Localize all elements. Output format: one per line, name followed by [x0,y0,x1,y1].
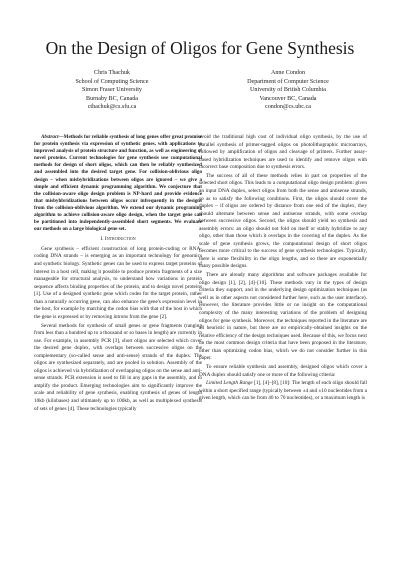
body-paragraph: There are already many algorithms and software packages available for oligo design [1], [2], [4]–[10]. These methods vary in the types of design criteria they support, and in the underlying design optimization techniques (as well as in other aspects not considered further here, such as the user interface). However, the literature provides little or no insight on the computational complexity of the many interesting variations of the problem of designing oligos for gene synthesis. Moreover, the techniques reported in the literature are all heuristic in nature, but there are no empirically-obtained insights on the relative efficiency of the design techniques used. Because of this, we focus next on the most common design criteria that have been proposed in the literature, other than optimizing codon bias, which we do not consider further in this paper. [199,272,367,362]
author-city: Burnaby BC, Canada [86,95,138,102]
author-city: Vancouver BC, Canada [259,95,317,102]
author-block-2 [208,69,368,112]
author-email: condon@cs.ubc.ca [265,104,311,111]
abstract-text: —Methods for reliable synthesis of long genes offer great promise for protein synthesis via expression of synthetic genes, with applications to improved analysis of protein structure and function, as well as engineering of novel proteins. Current technologies for gene synthesis use computational methods for design of short oligos, which can then be reliably synthesized and assembled into the desired target gene. For collision-oblivious oligo design – when misbybridizations between oligos are ignored – we give a simple and efficient dynamic programming algorithm. We conjecture that the collision-aware oligo design problem is NP-hard and provide evidence that misbyhbridizations between oligos occur infrequently in the designs from the collision-oblivious algorithm. We extend our dynamic programing algorithm to achieve collision-aware oligo design, when the target gene can be partitioned into independently-assembled short segments. We evaluate our methods on a large biological gene set. [34,134,202,233]
left-column [34,134,202,414]
body-paragraph: Gene synthesis – efficient construction of long protein-coding or RNA-coding DNA strands – is emerging as an important technology for genomics and synthetic biology. Synthetic genes can be used to express target proteins of interest in a host cell, making it possible to produce protein fragments of a size manageable for structural analysis, to understand how variations in protein sequence affects binding properties of the protein, and to design novel proteins [1]. Use of a designed synthetic gene which codes for the target protein, rather than a naturally occurring gene, can also enhance the gene's expression level in the host, for example by matching the codon bias with that of the host in which the gene is expressed or by removing introns from the gene [2]. [34,245,202,320]
author-dept: School of Computing Science [75,78,149,85]
author-name: Chris Thachuk [94,70,130,76]
criterion-text: [1], [4]–[8], [10]: The length of each oligo should fall within a short specified range (typically between ±4 and ±10 nucleotides from a given length, which can be from 40 to 70 nucleotides), or a maximum length is [199,380,367,402]
author-block-1 [32,69,192,112]
body-paragraph [199,380,367,403]
author-email: cthachuk@cs.sfu.ca [87,104,137,111]
right-column [199,134,367,404]
author-name: Anne Condon [270,70,306,76]
body-paragraph: To ensure reliable synthesis and assembly, designed oligos which cover a DNA duplex should satisfy one or more of the following criteria: [199,363,367,378]
body-paragraph: avoid the traditional high cost of individual oligo synthesis, by the use of parallel synthesis of primer-tagged oligos on photolithographic microarrays, followed by amplification of oligos and cleavage of primers. Further assay-based hybridization techniques are used to identify and remove oligos with incorrect base composition due to synthesis errors. [199,134,367,171]
criterion-lead: Limited Length Range [206,380,253,387]
author-dept: Department of Computer Science [247,78,329,85]
paper-title: On the Design of Oligos for Gene Synthesis [45,38,355,58]
body-paragraph: Several methods for synthesis of small genes or gene fragments (ranging from less than a hundred up to a thousand or so bases in length) are currently in use. For example, in assembly PCR [3], short oligos are selected which cover the desired gene duplex, with overlaps between successive oligos on the complementary (so-called sense and anti-sense) strands of the duplex. The oligos are synthesized separately, and are pooled in solution. Assembly of the oligos is achieved via hybridization of overlapping oligos on the sense and anti-sense strands. PCR extension is used to fill in any gaps in the assembly, and to amplify the product. Emerging technologies aim to significantly improve the scale and reliability of gene synthesis, enabling synthesis of genes of length 10kb (kilobases) and ultimately up to 100kb, as well as multiplexed synthesis of sets of genes [4]. These technologies typically [34,322,202,412]
abstract-lead: Abstract [41,134,59,140]
author-univ: University of British Columbia [250,87,326,94]
author-univ: Simon Fraser University [82,87,142,94]
section-heading: I. Introduction [100,236,136,243]
abstract [34,134,202,233]
body-paragraph: The success of all of these methods relies in part on properties of the selected short oligos. This leads to a computational oligo design problem: given an input DNA duplex, select oligos from both the sense and antisense strands, so as to satisfy the following conditions. First, the oligos should cover the duplex – if oligos are ordered by distance from one end of the duplex, they should alternate between sense and antisense strands, with some overlap between successive oligos. Second, the oligos should yield no synthesis and assembly errors: an oligo should not fold on itself or stably hybridize to any oligo, other than those which it overlaps in the covering of the duplex. As the scale of gene synthesis grows, the computational design of short oligos becomes more critical to the success of gene synthesis technologies. Typically, there is some flexibility in the oligo lengths, and so there are exponentially many possible designs. [199,172,367,270]
